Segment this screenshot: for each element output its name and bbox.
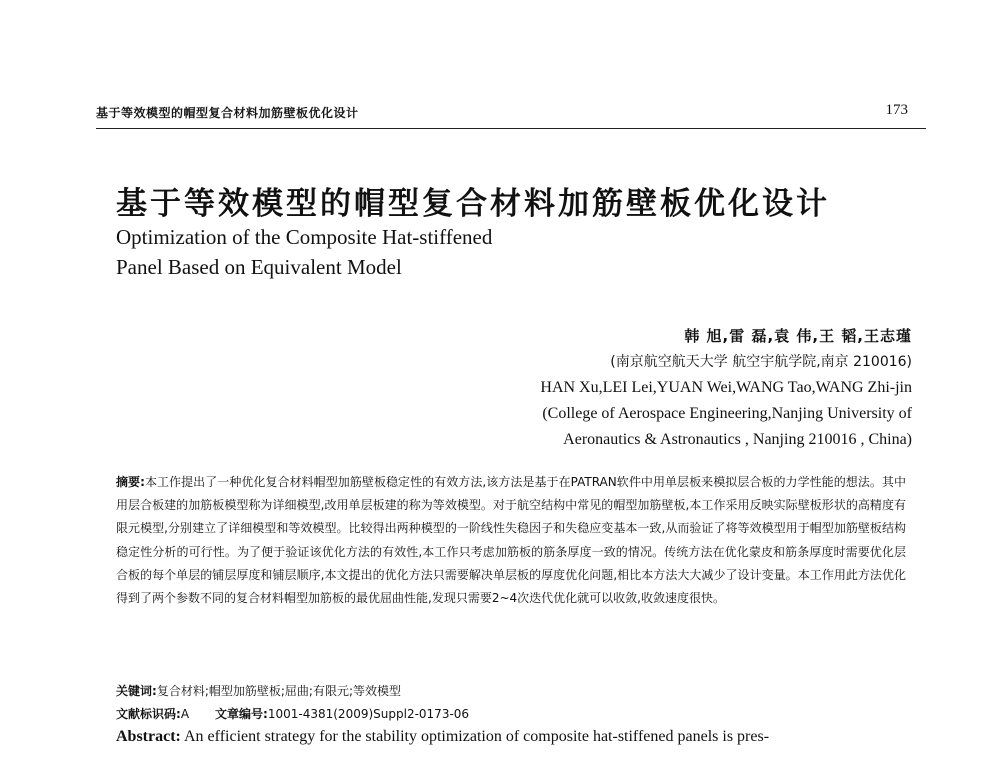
keywords-text: 复合材料;帽型加筋壁板;屈曲;有限元;等效模型 [156, 684, 401, 698]
abstract-en-text: An efficient strategy for the stability optimization of composite hat-stiffened panels is pres- [184, 728, 770, 745]
article-no-label: 文章编号: [215, 707, 268, 721]
authors-cn: 韩 旭,雷 磊,袁 伟,王 韬,王志瑾 [684, 327, 912, 345]
affiliation-en-line1: (College of Aerospace Engineering,Nanjing University of [542, 405, 912, 422]
classification [116, 705, 469, 722]
paper-title-cn: 基于等效模型的帽型复合材料加筋壁板优化设计 [116, 186, 830, 222]
running-title: 基于等效模型的帽型复合材料加筋壁板优化设计 [96, 106, 359, 120]
keywords-label: 关键词: [116, 684, 157, 698]
affiliation-en-line2: Aeronautics & Astronautics , Nanjing 210016 , China) [563, 431, 912, 448]
page-number: 173 [885, 102, 908, 118]
doc-code-label: 文献标识码: [116, 707, 181, 721]
header-rule [96, 128, 926, 129]
running-header [96, 104, 916, 124]
abstract-en [116, 728, 916, 746]
abstract-en-label: Abstract: [116, 728, 181, 745]
affiliation-cn: (南京航空航天大学 航空宇航学院,南京 210016) [610, 354, 912, 370]
author-block [540, 323, 912, 453]
abstract-cn-label: 摘要: [116, 475, 145, 489]
authors-en: HAN Xu,LEI Lei,YUAN Wei,WANG Tao,WANG Zhi-jin [540, 379, 912, 396]
keywords [116, 682, 401, 699]
article-no: 1001-4381(2009)Suppl2-0173-06 [267, 707, 470, 721]
doc-code: A [180, 707, 190, 721]
abstract-cn [116, 471, 906, 610]
paper-title-en-line2: Panel Based on Equivalent Model [116, 255, 402, 279]
abstract-cn-text: 本工作提出了一种优化复合材料帽型加筋壁板稳定性的有效方法,该方法是基于在PATRAN软件中用单层板来模拟层合板的力学性能的想法。其中用层合板建的加筋板模型称为详细模型,改用单层板建的称为等效模型。对于航空结构中常见的帽型加筋壁板,本工作采用反映实际壁板形状的高精度有限元模型,分别建立了详细模型和等效模型。比较得出两种模型的一阶线性失稳因子和失稳应变基本一致,从而验证了将等效模型用于帽型加筋壁板结构稳定性分析的可行性。为了便于验证该优化方法的有效性,本工作只考虑加筋板的筋条厚度一致的情况。传统方法在优化蒙皮和筋条厚度时需要优化层合板的每个单层的铺层厚度和铺层顺序,本文提出的优化方法只需要解决单层板的厚度优化问题,相比本方法大大减少了设计变量。本工作用此方法优化得到了两个参数不同的复合材料帽型加筋板的最优屈曲性能,发现只需要2~4次迭代优化就可以收敛,收敛速度很快。 [116, 475, 906, 606]
paper-title-en [116, 222, 492, 282]
paper-title-en-line1: Optimization of the Composite Hat-stiffened [116, 225, 493, 249]
